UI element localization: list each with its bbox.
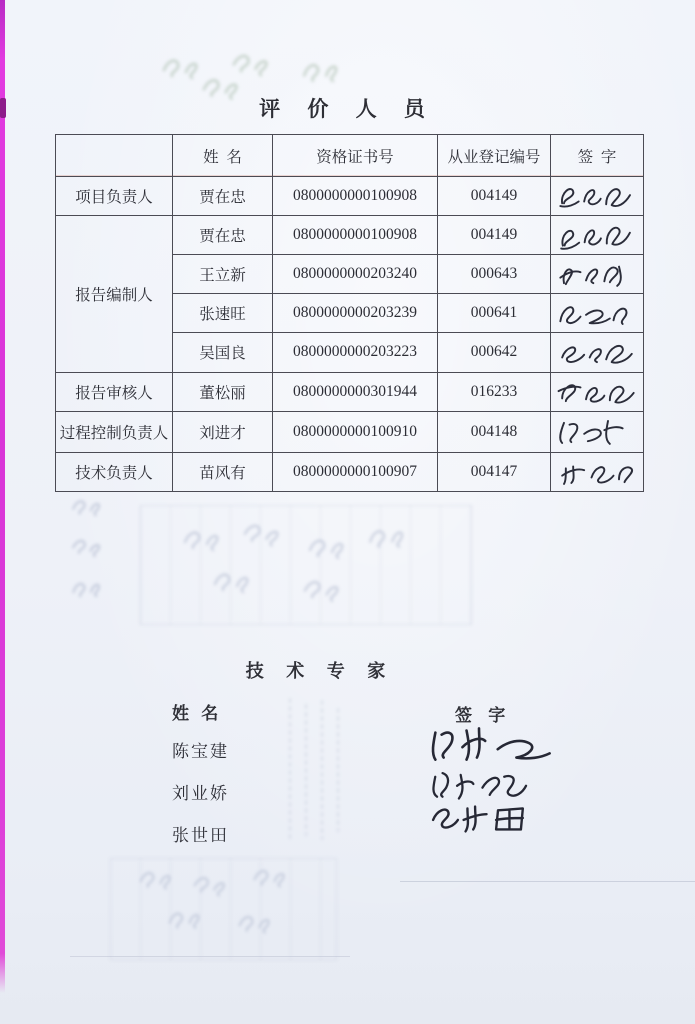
showthrough-ghost-table — [140, 505, 472, 625]
scan-edge-artifact — [0, 0, 5, 993]
cert-no-cell: 0800000000203223 — [273, 333, 438, 372]
reg-no-cell: 004147 — [438, 452, 551, 491]
reg-no-cell: 000642 — [438, 333, 551, 372]
header-role — [56, 135, 173, 177]
showthrough-ghost-table — [110, 858, 337, 960]
experts-signature-header: 签 字 — [455, 706, 512, 725]
evaluators-table — [55, 134, 644, 492]
expert-name: 刘业娇 — [172, 784, 229, 803]
cert-no-cell: 0800000000301944 — [273, 372, 438, 411]
signature-miao-fengyou — [551, 452, 644, 491]
table-header-row — [56, 135, 644, 177]
experts-name-header: 姓 名 — [172, 704, 223, 723]
expert-name: 陈宝建 — [172, 742, 229, 761]
cert-no-cell: 0800000000100907 — [273, 452, 438, 491]
role-cell: 项目负责人 — [56, 177, 173, 216]
table-row — [56, 411, 644, 452]
showthrough-ghost-vertical — [70, 492, 110, 632]
name-cell: 苗风有 — [173, 452, 273, 491]
table-row — [56, 216, 644, 255]
signature-zhang-suwang — [551, 294, 644, 333]
paper-crease — [70, 956, 350, 957]
role-cell: 报告编制人 — [56, 216, 173, 372]
table-row — [56, 372, 644, 411]
cert-no-cell: 0800000000203239 — [273, 294, 438, 333]
evaluators-title: 评 价 人 员 — [259, 97, 436, 121]
header-name: 姓 名 — [173, 135, 273, 177]
reg-no-cell: 000643 — [438, 255, 551, 294]
table-row — [56, 452, 644, 491]
expert-name: 张世田 — [172, 826, 229, 845]
header-signature: 签 字 — [551, 135, 644, 177]
signature-wang-lixin — [551, 255, 644, 294]
cert-no-cell: 0800000000100908 — [273, 177, 438, 216]
signature-chen-baojian — [425, 718, 560, 768]
table-row — [56, 177, 644, 216]
name-cell: 张速旺 — [173, 294, 273, 333]
signature-liu-jincai — [551, 411, 644, 452]
cert-no-cell: 0800000000203240 — [273, 255, 438, 294]
experts-title: 技 术 专 家 — [245, 661, 395, 681]
cert-no-cell: 0800000000100910 — [273, 411, 438, 452]
role-cell: 报告审核人 — [56, 372, 173, 411]
header-reg-no: 从业登记编号 — [438, 135, 551, 177]
name-cell: 王立新 — [173, 255, 273, 294]
role-cell: 技术负责人 — [56, 452, 173, 491]
name-cell: 贾在忠 — [173, 216, 273, 255]
signature-jia-zaizhong — [551, 177, 644, 216]
paper-crease — [400, 881, 695, 882]
showthrough-ghost-numbers — [282, 695, 344, 845]
reg-no-cell: 016233 — [438, 372, 551, 411]
signature-jia-zaizhong — [551, 216, 644, 255]
signature-zhang-shitian — [425, 797, 550, 839]
name-cell: 董松丽 — [173, 372, 273, 411]
reg-no-cell: 000641 — [438, 294, 551, 333]
header-cert-no: 资格证书号 — [273, 135, 438, 177]
reg-no-cell: 004148 — [438, 411, 551, 452]
role-cell: 过程控制负责人 — [56, 411, 173, 452]
cert-no-cell: 0800000000100908 — [273, 216, 438, 255]
name-cell: 贾在忠 — [173, 177, 273, 216]
name-cell: 刘进才 — [173, 411, 273, 452]
name-cell: 吴国良 — [173, 333, 273, 372]
reg-no-cell: 004149 — [438, 177, 551, 216]
signature-dong-songli — [551, 372, 644, 411]
reg-no-cell: 004149 — [438, 216, 551, 255]
signature-wu-guoliang — [551, 333, 644, 372]
